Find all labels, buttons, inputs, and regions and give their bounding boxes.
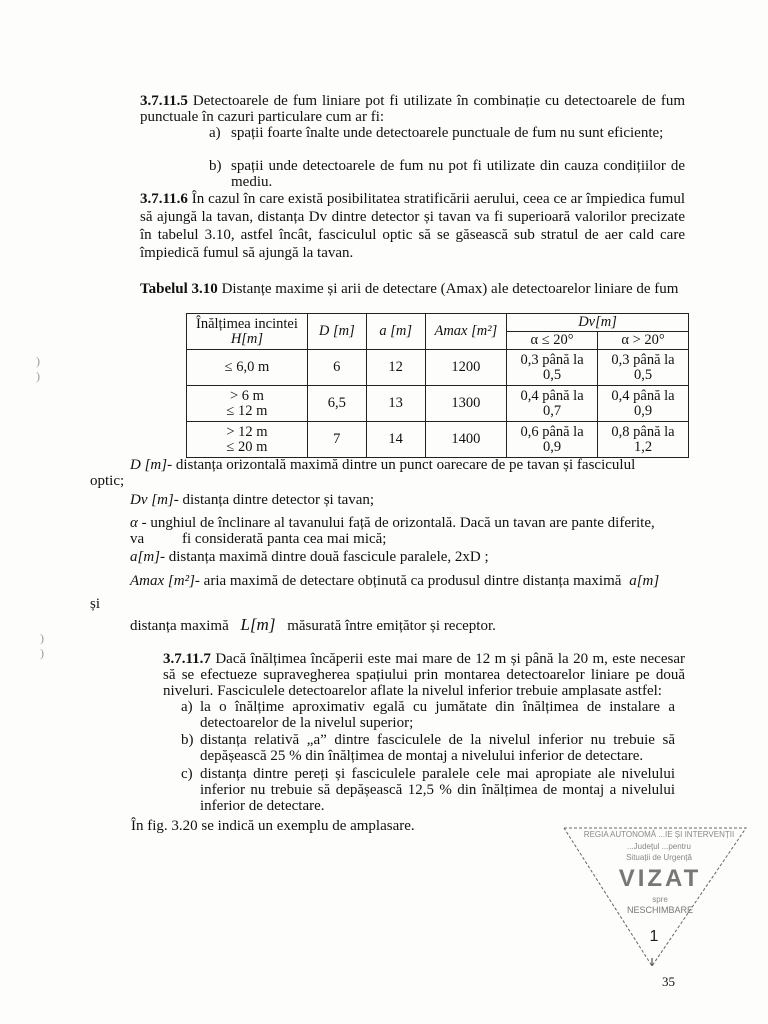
cell-height-line1: > 6 m [229, 387, 264, 404]
cell-dv1-line2: 0,5 [542, 366, 562, 383]
header-alpha-gt-20: α > 20° [598, 332, 689, 350]
header-Amax: Amax [m²] [425, 314, 506, 350]
cell-height [187, 422, 308, 458]
list-text: spații foarte înalte unde detectoarele punctuale de fum nu sunt eficiente; [231, 125, 664, 141]
section-number: 3.7.11.7 [163, 651, 211, 667]
stamp-neschimbare: NESCHIMBARE [626, 905, 693, 915]
paragraph-3-7-11-7 [163, 651, 685, 699]
table-row [187, 422, 689, 458]
paragraph-text: Dacă înălțimea încăperii este mai mare de 12 m și până la 20 m, este necesar să se efectueze supravegherea spațiului prin montarea detectoarelor liniare pe două niveluri. Fasciculele detectoarelor aflate la nivelul inferior trebuie amplasate astfel: [163, 651, 685, 699]
paragraph-3-7-11-6 [140, 190, 685, 262]
approval-stamp [560, 818, 750, 968]
list-label: b) [181, 732, 194, 748]
cell-height-line2: ≤ 12 m [226, 402, 268, 419]
definition-D [130, 457, 690, 473]
cell-dv2-line2: 0,5 [633, 366, 653, 383]
cell-D: 6 [307, 350, 366, 386]
cell-Amax: 1400 [425, 422, 506, 458]
definition-Dv [130, 492, 690, 508]
table-label: Tabelul 3.10 [140, 281, 218, 297]
binding-mark-icon: ) [40, 631, 44, 645]
definition-alpha-cont-2: fi considerată panta cea mai mică; [182, 531, 387, 547]
cell-dv2-line2: 1,2 [633, 438, 653, 455]
cell-dv2-line1: 0,8 până la [611, 423, 675, 440]
list-item-c [181, 766, 675, 816]
list-text: distanța dintre pereți și fasciculele paralele cele mai apropiate ale nivelului inferior nu trebuie să depășească 12,5 % din înălțimea de montaj a nivelului inferior de detectare. [200, 766, 675, 814]
cell-Amax: 1200 [425, 350, 506, 386]
cell-height-line1: > 12 m [226, 423, 268, 440]
list-label: b) [209, 158, 222, 174]
symbol-D: D [m] [130, 457, 168, 473]
section-number: 3.7.11.6 [140, 191, 188, 207]
list-text: spații unde detectoarele de fum nu pot fi utilizate din cauza condițiilor de mediu. [231, 158, 685, 190]
cell-dv1-line1: 0,6 până la [520, 423, 584, 440]
list-item-b [181, 732, 675, 766]
cell-Amax: 1300 [425, 386, 506, 422]
symbol-a-2: a[m] [629, 573, 660, 589]
cell-height [187, 350, 308, 386]
cell-height [187, 386, 308, 422]
cell-height-line1: ≤ 6,0 m [224, 359, 270, 375]
definition-text: distanța maximă [130, 618, 229, 634]
paragraph-text: În cazul în care există posibilitatea stratificării aerului, ceea ce ar împiedica fumul să ajungă la tavan, distanța Dv dintre detector și tavan va fi superioară valorilor precizate în tabelul 3.10, astfel încât, fasciculul optic să se găsească sub stratul de aer cald care împiedică fumul să ajungă la tavan. [140, 191, 685, 261]
cell-dv1-line2: 0,7 [542, 402, 562, 419]
list-item-a [209, 125, 685, 159]
cell-dv1 [507, 422, 598, 458]
definition-alpha [130, 515, 690, 531]
section-number: 3.7.11.5 [140, 93, 188, 109]
cell-dv2-line1: 0,4 până la [611, 387, 675, 404]
cell-dv2 [598, 386, 689, 422]
definition-text: - distanța dintre detector și tavan; [173, 492, 375, 508]
symbol-alpha: α [130, 515, 138, 531]
table-caption [140, 281, 685, 297]
cell-dv1-line2: 0,9 [542, 438, 562, 455]
figure-note: În fig. 3.20 se indică un exemplu de amplasare. [131, 818, 415, 834]
table-row [187, 350, 689, 386]
cell-dv2 [598, 350, 689, 386]
definition-a [130, 549, 690, 565]
definition-text: - unghiul de înclinare al tavanului față de orizontală. Dacă un tavan are pante diferite, [137, 515, 655, 531]
header-alpha-le-20: α ≤ 20° [507, 332, 598, 350]
list-item-b [209, 158, 685, 192]
definition-L [130, 617, 690, 634]
header-height [187, 314, 308, 350]
stamp-vizat: VIZAT [618, 865, 702, 892]
paragraph-3-7-11-5 [140, 93, 685, 125]
stamp-line-2: ...Județul ...pentru [626, 842, 692, 851]
stamp-spre: spre [652, 895, 668, 904]
word-si: și [90, 596, 101, 612]
header-D: D [m] [307, 314, 366, 350]
symbol-Dv: Dv [m] [130, 492, 174, 508]
stamp-line-1: REGIA AUTONOMĂ ...IE ȘI INTERVENȚII [583, 830, 735, 839]
list-label: c) [181, 766, 193, 782]
header-height-line1: Înălțimea incintei [195, 315, 298, 332]
cell-dv2-line2: 0,9 [633, 402, 653, 419]
cell-dv2 [598, 422, 689, 458]
stamp-number: 1 [649, 928, 659, 945]
header-height-line2: H[m] [230, 330, 264, 347]
cell-height-line2: ≤ 20 m [226, 438, 268, 455]
binding-mark-icon: ) [40, 646, 44, 660]
symbol-L: L[m] [240, 615, 276, 634]
cell-dv2-line1: 0,3 până la [611, 351, 675, 368]
cell-dv1-line1: 0,4 până la [520, 387, 584, 404]
table-row [187, 386, 689, 422]
cell-a: 12 [366, 350, 425, 386]
cell-dv1 [507, 386, 598, 422]
cell-a: 14 [366, 422, 425, 458]
table-3-10 [186, 313, 689, 458]
definition-alpha-cont-1: va [130, 531, 145, 547]
header-a: a [m] [366, 314, 425, 350]
list-label: a) [209, 125, 221, 141]
binding-mark-icon: ) [36, 354, 40, 368]
symbol-Amax: Amax [m²] [130, 573, 195, 589]
list-item-a [181, 699, 675, 733]
header-Dv: Dv[m] [507, 314, 689, 332]
page-number: 35 [662, 974, 675, 989]
cell-D: 7 [307, 422, 366, 458]
definition-text: - distanța orizontală maximă dintre un punct oarecare de pe tavan și fasciculul [167, 457, 636, 473]
list-text: la o înălțime aproximativ egală cu jumătate din înălțimea de instalare a detectoarelor de la nivelul superior; [200, 699, 675, 731]
definition-Amax [130, 573, 690, 589]
cell-dv1-line1: 0,3 până la [520, 351, 584, 368]
stamp-line-3: Situații de Urgență [626, 853, 692, 862]
definition-text: - distanța maximă dintre două fascicule paralele, 2xD ; [160, 549, 489, 565]
symbol-a: a[m] [130, 549, 161, 565]
table-caption-text: Distanțe maxime și arii de detectare (Amax) ale detectoarelor liniare de fum [217, 281, 679, 297]
definition-text-2: măsurată între emițător și receptor. [287, 618, 496, 634]
paragraph-text: Detectoarele de fum liniare pot fi utilizate în combinație cu detectoarele de fum punctuale în cazuri particulare cum ar fi: [140, 93, 685, 125]
list-text: distanța relativă „a” dintre fasciculele de la nivelul inferior nu trebuie să depășească 25 % din înălțimea de montaj a nivelului inferior de detectare. [200, 732, 675, 764]
cell-dv1 [507, 350, 598, 386]
cell-a: 13 [366, 386, 425, 422]
definition-text: - aria maximă de detectare obținută ca produsul dintre distanța maximă [194, 573, 622, 589]
list-label: a) [181, 699, 193, 715]
definition-D-continued: optic; [90, 473, 125, 489]
binding-mark-icon: ) [36, 369, 40, 383]
cell-D: 6,5 [307, 386, 366, 422]
